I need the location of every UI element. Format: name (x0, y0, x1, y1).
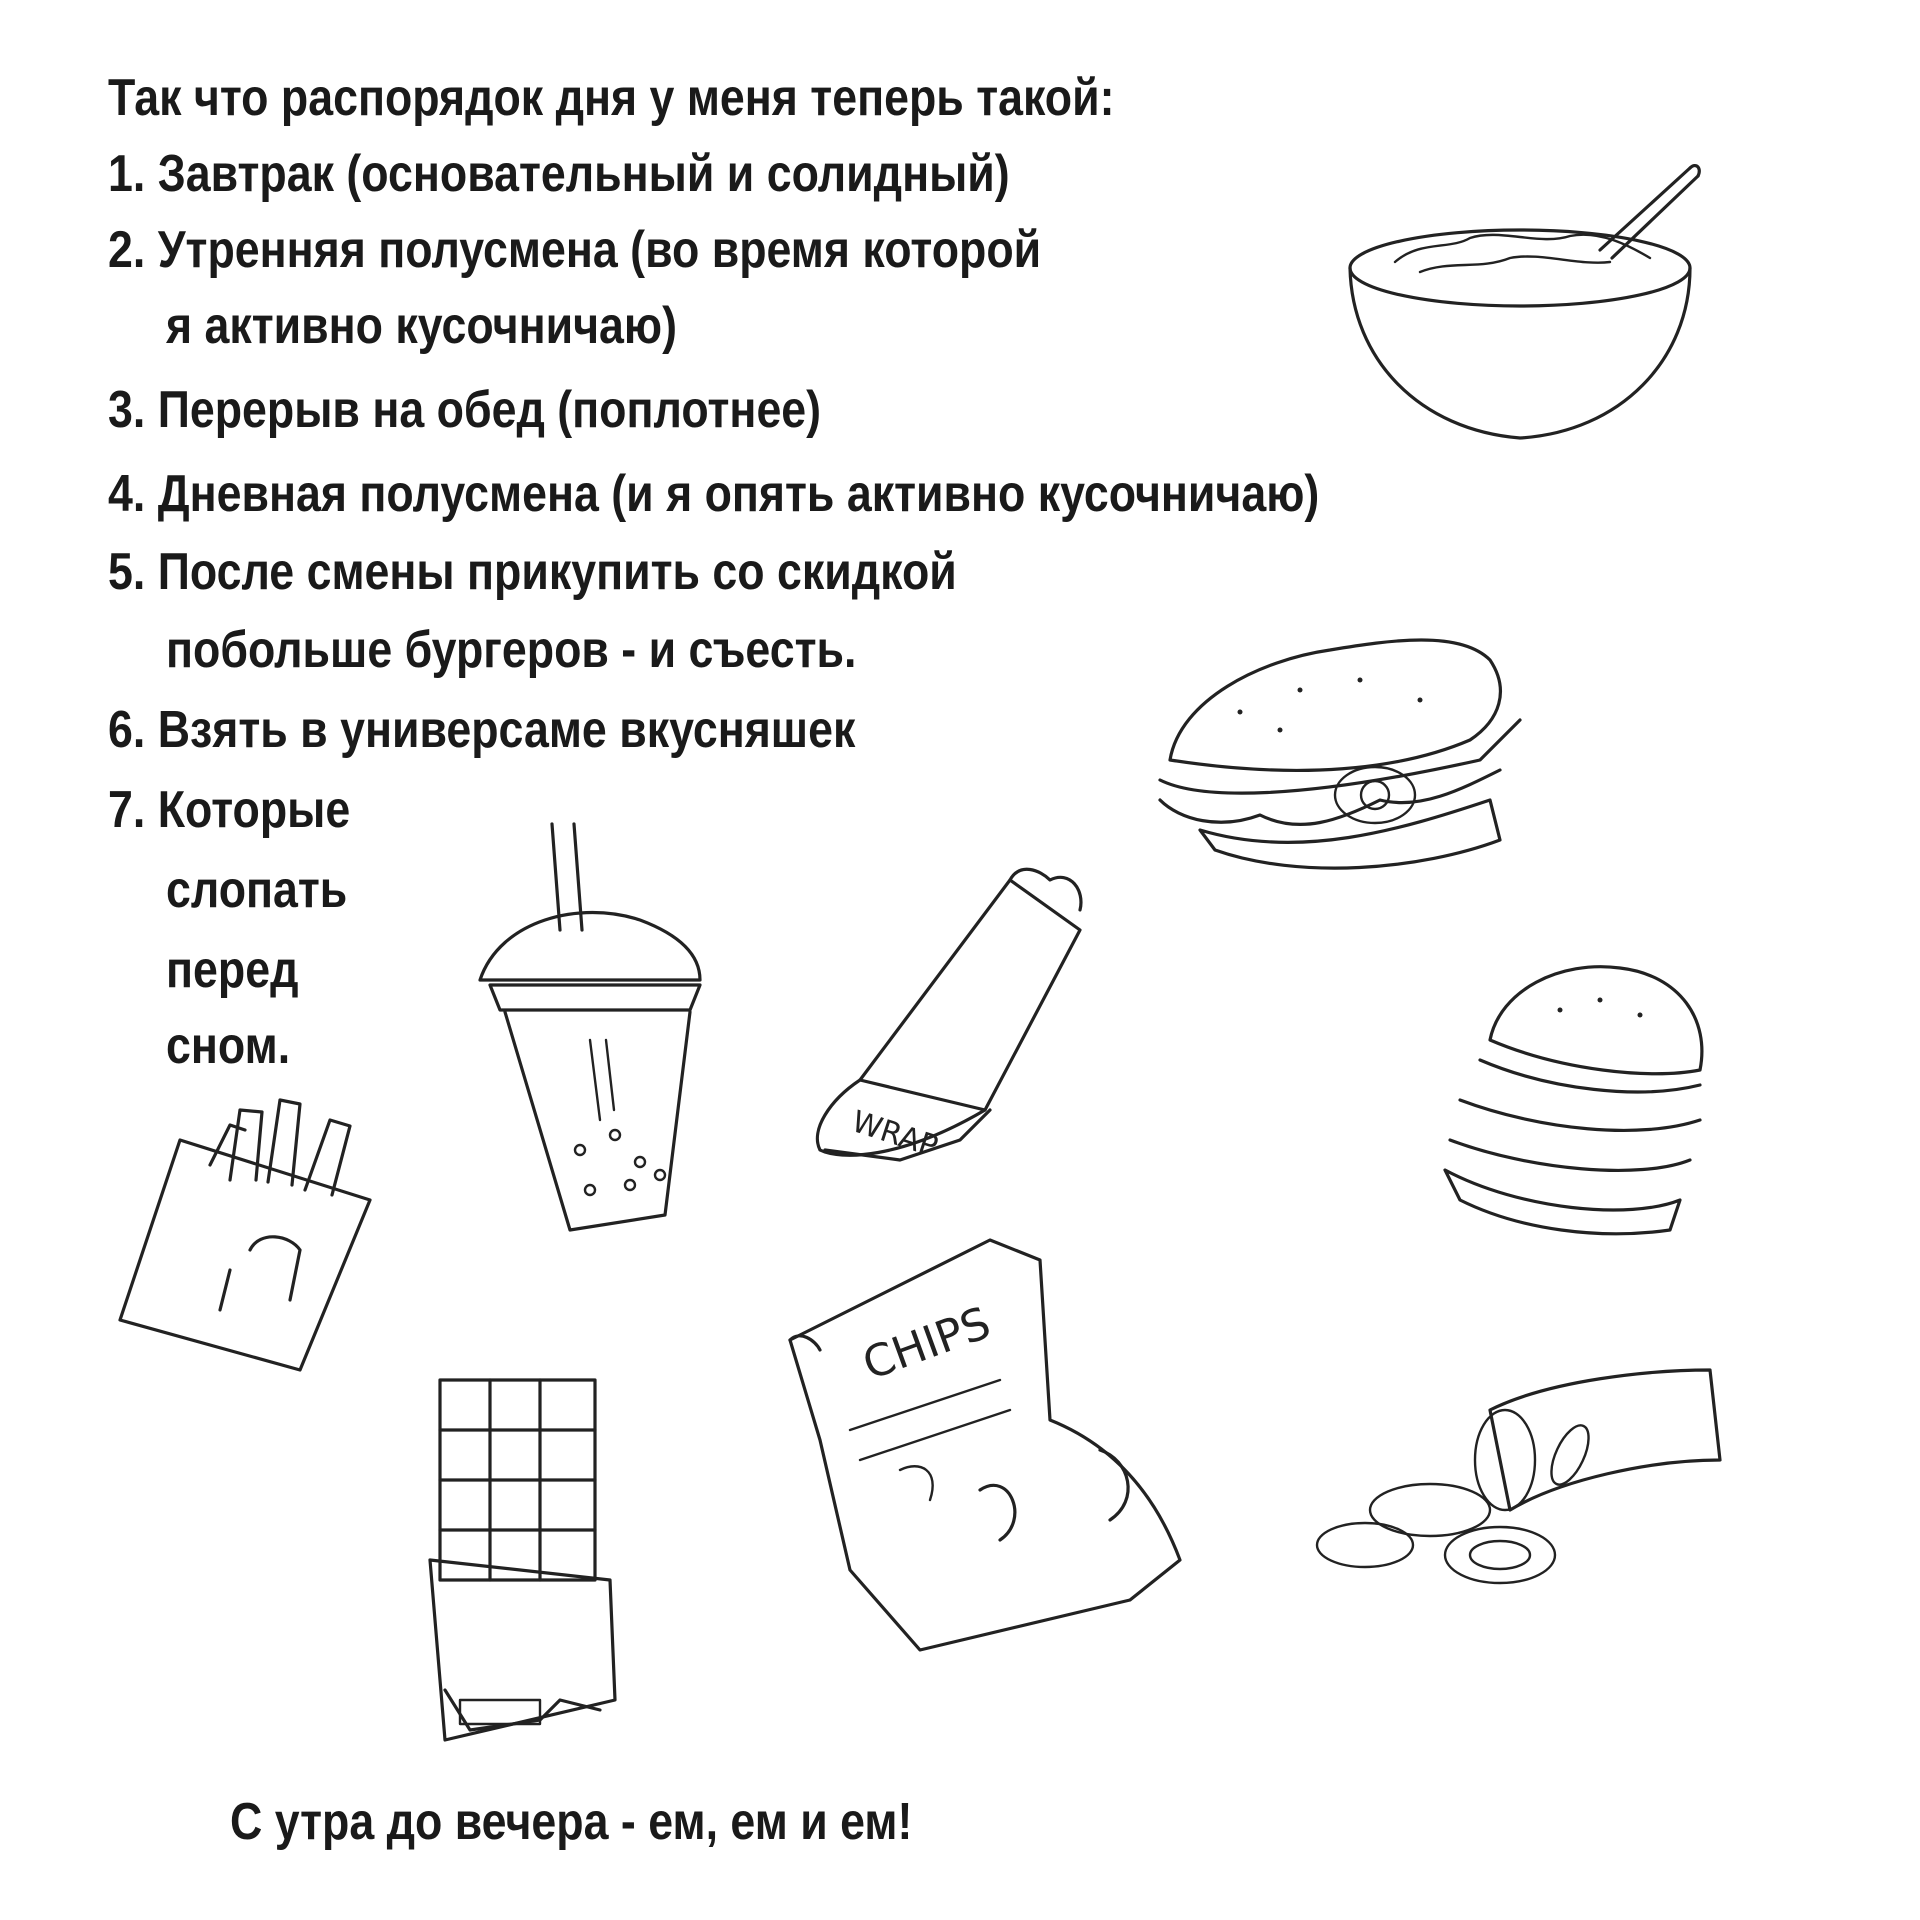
fries-icon (120, 1100, 370, 1370)
list-item: 4. Дневная полусмена (и я опять активно кусочничаю) (108, 465, 1320, 523)
list-item: сном. (166, 1017, 291, 1075)
list-item: 7. Которые (108, 781, 351, 839)
list-item: слопать (166, 861, 348, 919)
wrap-icon (817, 869, 1081, 1164)
sandwich-icon (1160, 640, 1520, 868)
heading: Так что распорядок дня у меня теперь такой: (108, 69, 1115, 127)
list-item: я активно кусочничаю) (166, 297, 678, 355)
chocolate-bar-icon (430, 1380, 615, 1740)
bubble-tea-icon (480, 824, 700, 1230)
list-item: побольше бургеров - и съесть. (166, 621, 857, 679)
burger-icon (1445, 967, 1702, 1234)
chips-label: CHIPS (856, 1297, 998, 1391)
list-item: 2. Утренняя полусмена (во время которой (108, 221, 1042, 279)
list-item: 5. После смены прикупить со скидкой (108, 543, 957, 601)
bowl-icon (1350, 166, 1699, 438)
wrap-label: WRAP (847, 1104, 942, 1165)
chips-tube-icon (1317, 1370, 1720, 1583)
list-item: 3. Перерыв на обед (поплотнее) (108, 381, 822, 439)
list-item: 1. Завтрак (основательный и солидный) (108, 145, 1010, 203)
footer-caption: С утра до вечера - ем, ем и ем! (230, 1793, 913, 1851)
chips-bag-icon (790, 1240, 1180, 1650)
list-item: 6. Взять в универсаме вкусняшек (108, 701, 856, 759)
list-item: перед (166, 941, 299, 999)
